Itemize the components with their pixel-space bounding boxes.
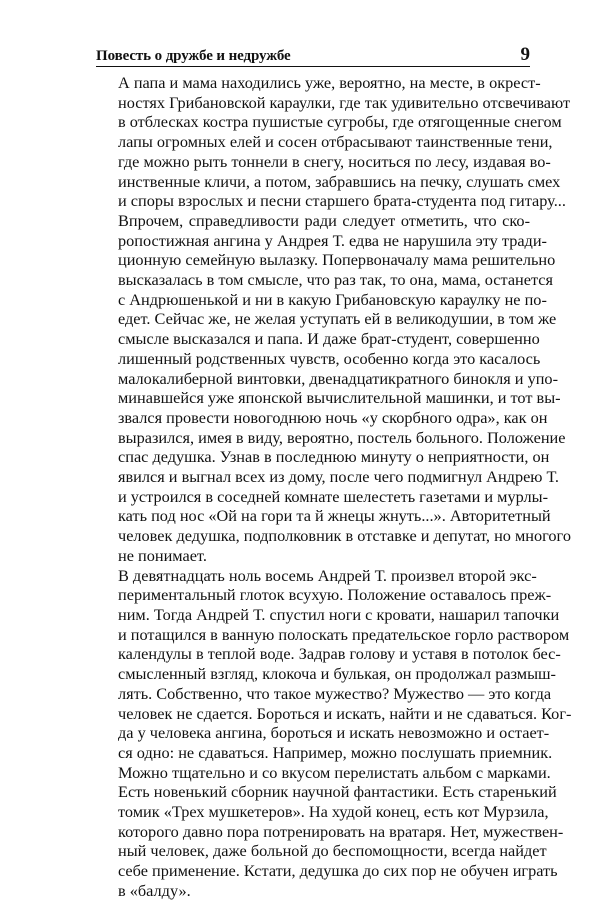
body-text	[96, 73, 572, 901]
text-line: томик «Трех мушкетеров». На худой конец, есть кот Мурзила,	[118, 802, 549, 822]
text-line: ционную семейную вылазку. Попервоначалу мама решительно	[118, 250, 556, 270]
text-line: ся одно: не сдаваться. Например, можно послушать приемник.	[118, 742, 553, 762]
text-line: где можно рыть тоннели в снегу, носиться по лесу, издавая во-	[118, 151, 551, 171]
text-line: не понимает.	[118, 545, 207, 565]
text-line: календулы в теплой воде. Задрав голову и уставя в потолок бес-	[118, 644, 561, 664]
paragraph	[96, 210, 571, 566]
text-line: себе применение. Кстати, дедушка до сих пор не обучен играть	[118, 861, 558, 881]
text-line: и споры взрослых и песни старшего брата-студента под гитару...	[118, 191, 566, 211]
running-header	[96, 44, 530, 66]
text-line: в «балду».	[118, 880, 191, 900]
text-line: и устроился в соседней комнате шелестеть газетами и мурлы-	[118, 486, 549, 506]
text-line: минавшейся уже японской вычислительной машинки, и тот вы-	[118, 388, 561, 408]
paragraph	[96, 565, 572, 901]
text-line: ный человек, даже больной до беспомощности, всегда найдет	[118, 841, 547, 861]
text-line: ностях Грибановской караулки, где так удивительно отсвечивают	[118, 92, 571, 112]
text-line: лять. Собственно, что такое мужество? Мужество — это когда	[118, 683, 552, 703]
text-line: которого давно пора потренировать на вратаря. Нет, мужествен-	[118, 821, 564, 841]
text-line: с Андрюшенькой и ни в какую Грибановскую караулку не по-	[118, 289, 547, 309]
text-line: ним. Тогда Андрей Т. спустил ноги с кровати, нашарил тапочки	[118, 604, 560, 624]
text-line: ропостижная ангина у Андрея Т. едва не нарушила эту тради-	[118, 230, 547, 250]
running-title: Повесть о дружбе и недружбе	[96, 48, 291, 64]
text-line: смысле высказался и папа. И даже брат-студент, совершенно	[118, 329, 540, 349]
text-line: кать под нос «Ой на гори та й жнецы жнуть...». Авторитетный	[118, 506, 551, 526]
header-rule	[96, 66, 530, 67]
text-line: человек дедушка, подполковник в отставке и депутат, но многого	[118, 526, 571, 546]
text-line: периментальный глоток всухую. Положение оставалось преж-	[118, 585, 552, 605]
text-line: и потащился в ванную полоскать предательское горло раствором	[118, 624, 570, 644]
text-line: лапы огромных елей и сосен отбрасывают таинственные тени,	[118, 132, 553, 152]
text-line: едет. Сейчас же, не желая уступать ей в великодушии, в том же	[118, 309, 557, 329]
text-line: звался провести новогоднюю ночь «у скорбного одра», как он	[118, 407, 548, 427]
text-line: лишенный родственных чувств, особенно когда это касалось	[118, 348, 541, 368]
text-line: В девятнадцать ноль восемь Андрей Т. произвел второй экс-	[118, 565, 537, 585]
text-line: человек не сдается. Бороться и искать, найти и не сдаваться. Ког-	[118, 703, 572, 723]
paragraph	[96, 73, 571, 211]
text-line: в отблесках костра пушистые сугробы, где отягощенные снегом	[118, 112, 562, 132]
text-line: А папа и мама находились уже, вероятно, на месте, в окрест-	[118, 73, 541, 92]
text-line: явился и выгнал всех из дому, после чего подмигнул Андрею Т.	[118, 467, 559, 487]
text-line: спас дедушка. Узнав в последнюю минуту о неприятности, он	[118, 447, 550, 467]
text-line: высказалась в том смысле, что раз так, то она, мама, останется	[118, 270, 554, 290]
text-line: малокалиберной винтовки, двенадцатикратного бинокля и упо-	[118, 368, 558, 388]
text-line: Можно тщательно и со вкусом перелистать альбом с марками.	[118, 762, 551, 782]
page-number: 9	[520, 44, 530, 65]
text-line: Впрочем, справедливости ради следует отметить, что ско-	[118, 210, 530, 230]
text-line: смысленный взгляд, клокоча и булькая, он продолжал размыш-	[118, 664, 556, 684]
text-line: Есть новенький сборник научной фантастики. Есть старенький	[118, 782, 557, 802]
text-line: да у человека ангина, бороться и искать невозможно и остает-	[118, 723, 550, 743]
text-line: инственные кличи, а потом, забравшись на печку, слушать смех	[118, 171, 561, 191]
text-line: выразился, имея в виду, вероятно, постель больного. Положение	[118, 427, 566, 447]
